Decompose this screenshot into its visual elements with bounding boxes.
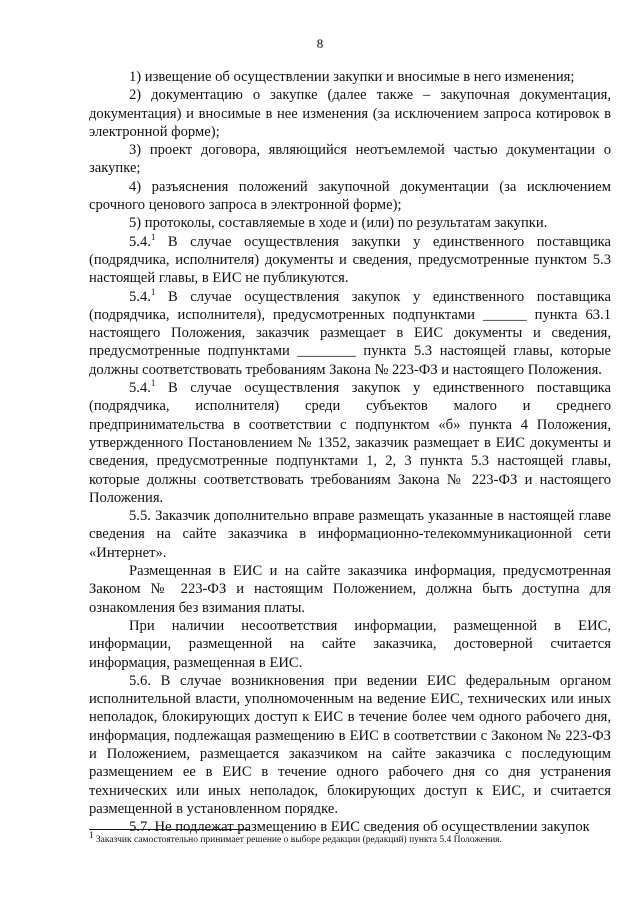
clause-number: 5.4. [129,380,151,397]
paragraph: 5.7. Не подлежат размещению в ЕИС сведения об осуществлении закупок [129,819,590,836]
page-number: 8 [316,36,324,51]
paragraph: 5.4.$^1$ В случае осуществления закупок у единственного поставщика (подрядчика, исполнителя) среди субъектов малого и среднего предпринимательства в соответствии с подпунктом «б» пункта 4 Положения, утвержденного Постановлением № 1352, заказчик размещает в ЕИС документы и сведения, предусмотренные подпунктами 1, 2, 3 пункта 5.3 настоящей главы, которые должны соответствовать требованиям Закона № 223-ФЗ и настоящего Положения. [89,378,611,506]
paragraph: 5.6. В случае возникновения при ведении ЕИС федеральным органом исполнительной власти, уполномоченным на ведение ЕИС, технических или иных неполадок, блокирующих доступ к ЕИС в течение более чем одного рабочего дня, информация, подлежащая размещению в ЕИС в соответствии с Законом № 223-ФЗ и Положением, размещается заказчиком на сайте заказчика с последующим размещением ее в ЕИС в течение одного рабочего дня со дня устранения технических или иных неполадок, блокирующих доступ к ЕИС, и считается размещенной в установленном порядке. [89,672,611,817]
footnote-marker: 1 [89,829,94,840]
clause-number: 5.4. [129,233,151,250]
footnote-text: Заказчик самостоятельно принимает решение о выборе редакции (редакций) пункта 5.4 Положения. [93,835,502,845]
paragraph: 5) протоколы, составляемые в ходе и (или) по результатам закупки. [129,215,548,232]
body-text [89,68,611,836]
clause-number: 5.4. [129,288,151,305]
footnote-ref: 1 [150,378,156,389]
footnote-ref: 1 [150,286,156,297]
footnote [89,829,611,846]
paragraph: 2) документацию о закупке (далее также – закупочная документация, документация) и вносимые в нее изменения (за исключением запроса котировок в электронной форме); [89,87,611,140]
paragraph: 1) извещение об осуществлении закупки и вносимые в него изменения; [129,69,575,85]
paragraph: 5.4.$^1$ В случае осуществления закупки у единственного поставщика (подрядчика, исполнителя) документы и сведения, предусмотренные пунктом 5.3 настоящей главы, в ЕИС не публикуются. [89,231,611,287]
footnote-divider [89,829,249,830]
paragraph: Размещенная в ЕИС и на сайте заказчика информация, предусмотренная Законом № 223-ФЗ и настоящим Положением, должна быть доступна для ознакомления без взимания платы. [89,563,611,616]
paragraph: При наличии несоответствия информации, размещенной в ЕИС, информации, размещенной на сайте заказчика, достоверной считается информация, размещенная в ЕИС. [89,617,611,671]
paragraph: 3) проект договора, являющийся неотъемлемой частью документации о закупке; [89,142,611,177]
paragraph: 5.5. Заказчик дополнительно вправе размещать указанные в настоящей главе сведения на сайте заказчика в информационно-телекоммуникационной сети «Интернет». [89,508,611,561]
paragraph: 5.4.$^1$ В случае осуществления закупок у единственного поставщика (подрядчика, исполнителя), предусмотренных подпунктами ______ пункта 63.1 настоящего Положения, заказчик размещает в ЕИС документы и сведения, предусмотренные подпунктами ________ пункта 5.3 настоящей главы, которые должны соответствовать требованиям Закона № 223-ФЗ и настоящего Положения. [89,286,611,378]
footnote-ref: 1 [150,231,156,242]
paragraph: 4) разъяснения положений закупочной документации (за исключением срочного ценового запроса в электронной форме); [89,178,611,214]
